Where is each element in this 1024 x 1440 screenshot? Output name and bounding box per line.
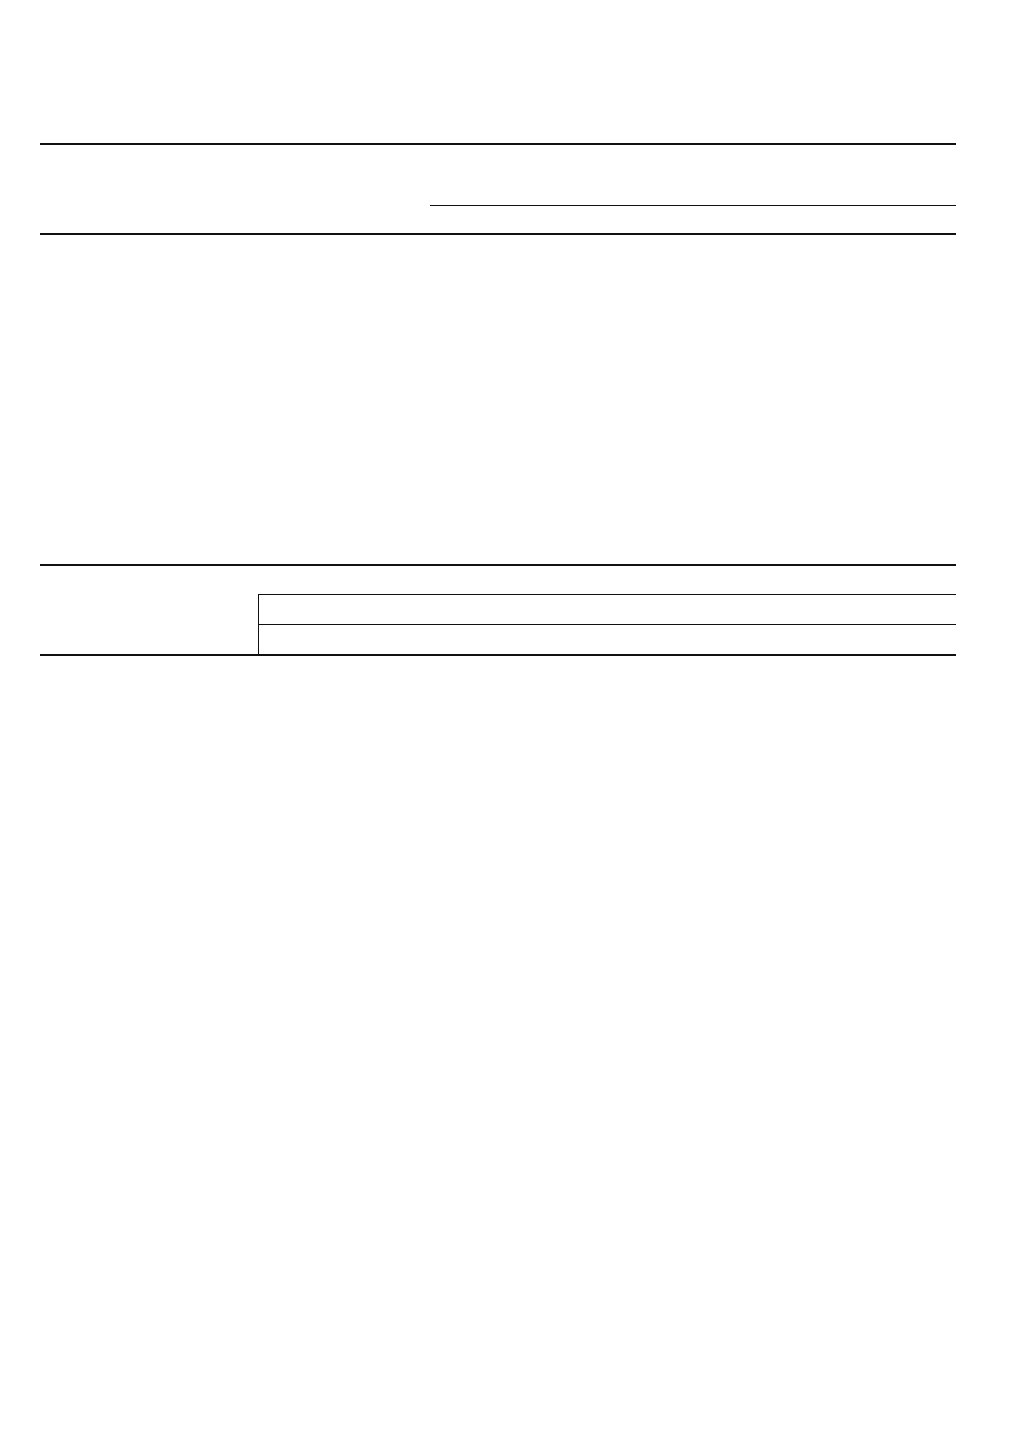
table-30-stub-divider xyxy=(258,594,259,654)
table-30-head-rule-2 xyxy=(258,624,956,625)
table-29-head-rule xyxy=(430,205,956,206)
table-30-head-rule-1 xyxy=(258,594,956,595)
table-30-body-rule xyxy=(40,654,956,656)
table-30-top-rule xyxy=(40,564,956,566)
table-29-top-rule xyxy=(40,143,956,145)
table-29-body-rule xyxy=(40,233,956,235)
